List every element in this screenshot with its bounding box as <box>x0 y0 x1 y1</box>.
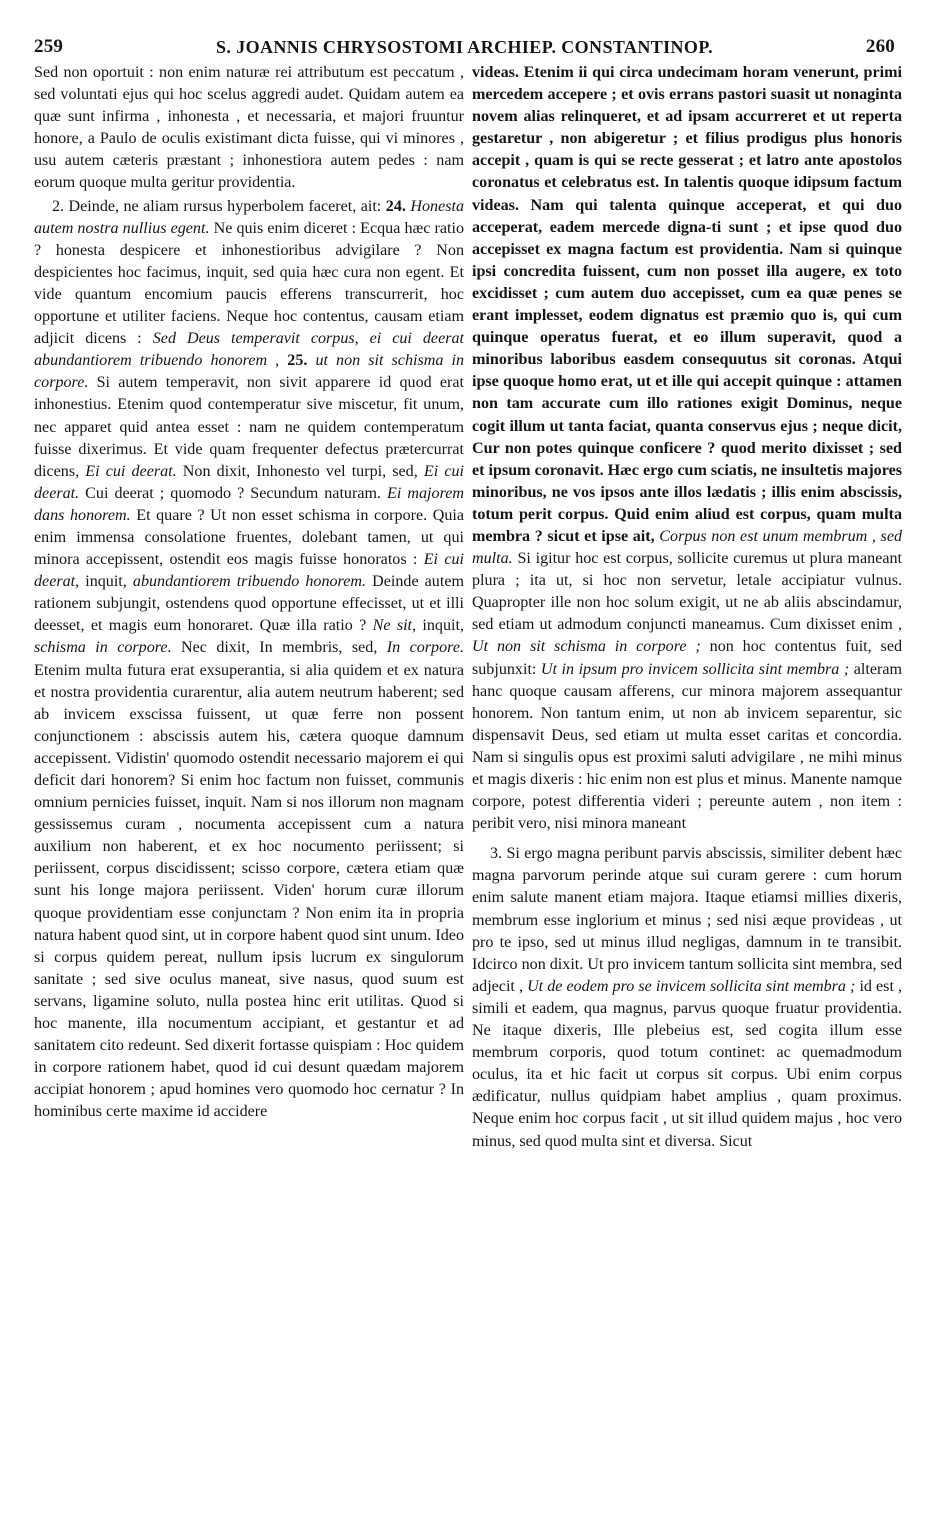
text-run: Si igitur hoc est corpus, sollicite curemus ut plura maneant plura ; ita ut, si hoc non servetur, letale accipiatur vulnus. Quapropter ille non hoc solum exigit, ut ne ab aliis abscindamur, sed etiam ut admodum conjuncti maneamus. Cum dixisset enim , <box>472 550 902 634</box>
text-run: non hoc contentus fuit, sed subjunxit: <box>472 638 902 678</box>
scripture-quote: schisma in corpore. <box>34 639 172 657</box>
text-run: inquit, <box>422 617 464 635</box>
paragraph-right-1 <box>472 62 902 835</box>
paragraph-left-1 <box>34 62 464 195</box>
page-number-right: 260 <box>865 36 895 57</box>
text-run: inquit, <box>85 573 127 591</box>
text-run: Sed non oportuit : non enim naturæ rei attributum est peccatum , sed voluntati ejus qui hoc scelus aggredi audet. Quidam autem ea quæ sunt infirma , inhonesta , et necessaria, et majori fruuntur honore, a Paulo de oculis existimant dicta fuisse, qui vi minores , usu autem cæteris præstant ; inhonestiora autem pedes : nam eorum quoque multa geritur providentia. <box>34 64 464 192</box>
text-run: Cui deerat ; quomodo ? Secundum naturam. <box>85 484 382 502</box>
scripture-quote: Ei cui deerat. <box>34 462 464 502</box>
scripture-quote: Ei cui deerat, <box>34 551 464 591</box>
text-run: Etenim multa futura erat exsuperantia, si alia quidem et ex natura et nostra providentia curarentur, alia autem neutrum haberent; sed ab invicem exscissa fuissent, ut quæ ferre non possent conjunctionem : abscissis autem his, cætera quoque damnum accepissent. Vidistin' quomodo ostendit necessario majorem ei qui deficit dari honorem? Si enim hoc factum non fuisset, communis omnium pernicies fuisset, inquit. Nam si nos illorum non magnam gessissemus curam , nocumenta accepissent cum a natura auxilium non haberent, et ex hoc nocumento periissent; si periissent, corpus discidissent; scisso corpore, cætera etiam quæ sunt his longe majora periissent. Viden' horum curæ illorum quoque providentiam esse conjunctam ? Non enim ita in propria natura habent quod sint, ut in corpore habent quod sint unum. Ideo si corpus quidem pereat, nullum ipsis lucrum ex singulorum sanitate ; sed sive oculus maneat, sive nasus, quod suum est servans, ligamine soluto, nulla postea hinc erit utilitas. Quod si hoc manente, illa nocumentum accipiant, et gestantur et ad sanitatem cito redeunt. Sed dixerit fortasse quispiam : Hoc quidem in corpore rationem habet, quod id cui desunt quædam majorem accipiat honorem ; apud homines vero quomodo hoc cernatur ? In hominibus certe maxime id accidere <box>34 661 464 1121</box>
page-header <box>34 34 895 60</box>
right-column <box>472 62 902 1532</box>
left-column <box>34 62 464 1532</box>
scripture-quote: Sed Deus temperavit corpus, ei cui deerat abundantiorem tribuendo honorem , <box>34 330 464 370</box>
paragraph-left-2 <box>34 196 464 1124</box>
scripture-quote: Corpus non est unum membrum , sed multa. <box>472 527 902 568</box>
text-run: Et quare ? Ut non esset schisma in corpore. Quia enim immensa consolatione fruentes, dolebant tamen, ut qui minora accepissent, ostendit eos magis fuisse honoratos : <box>34 506 464 569</box>
text-run: id est , simili et eadem, qua magnus, parvus quoque fruatur providentia. Ne itaque dixeris, Ille plebeius est, sed cogita illum esse membrum corporis, quod totum continet: ac quemadmodum oculus, ita et hic facit ut corpus sit corpus. Ubi enim corpus ædificatur, nullus quidpiam habet amplius , quam proximus. Neque enim hoc corpus facit , ut sit illud quidem majus , hoc vero minus, sed quod multa sint et diversa. Sicut <box>472 977 902 1150</box>
section-start: 3. Si ergo magna peribunt parvis abscissis, similiter debent hæc magna parvorum perinde atque sui curam gerere : cum horum enim salute manent etiam majora. Itaque etiamsi millies dixeris, membrum esse inglorium et minus ; sed nisi æque provideas , ut pro te ipso, sed ut minus illud negligas, damnum in te transibit. Idcirco non dixit. Ut pro invicem tantum sollicita sint membra, sed adjecit , <box>472 845 902 995</box>
scripture-quote: Ei majorem dans honorem. <box>34 484 464 524</box>
text-run: Deinde autem rationem subjungit, ostendens quod opportune effecisset, ut et illi deesset, et magis eum honoraret. Quæ illa ratio ? <box>34 573 464 635</box>
verse-number: 25. <box>287 352 308 370</box>
verse-number: 24. <box>385 197 406 215</box>
scripture-quote: Honesta autem nostra nullius egent. <box>34 197 464 237</box>
scripture-quote: Ut in ipsum pro invicem sollicita sint membra ; <box>540 660 850 678</box>
text-run: Non dixit, Inhonesto vel turpi, sed, <box>182 462 418 480</box>
text-run: videas. Etenim ii qui circa undecimam horam venerunt, primi mercedem accepere ; et ovis errans pastori suasit ut nonaginta novem alias relinqueret, et ad ipsam accurreret et ut reperta gestaretur , non abigeretur ; et filius prodigus plus honoris accepit , quam is qui se recte gesserat ; et latro ante apostolos coronatus et celebratus est. In talentis quoque idipsum factum videas. Nam qui talenta quinque acceperat, et qui duo acceperat, eadem mercede digna-ti sunt ; et ipse quod duo accepisset ex magna factum est providentia. Nam si quinque ipsi concredita fuissent, cum non posset illa augere, ex toto excidisset ; cum autem duo accepisset, cum ea quæ penes se erant implesset, eodem dignatus est præmio quo is, qui cum quinque operatus fuerat, et eo illum superavit, quod a minoribus laboribus easdem consequutus sit coronas. Atqui ipse quoque homo erat, ut et ille qui accepit quinque : attamen non tam accurate cum illo rationes exigit Dominus, neque cogit illum ut tanta faciat, quanta conservus ejus ; neque dicit, Cur non potes quinque conficere ? quod merito dixisset ; sed et ipsum coronavit. Hæc ergo cum sciatis, ne insultetis majores minoribus, ne vos ipsos ante illos lædatis ; illis enim abscissis, totum perit corpus. Quid enim aliud est corpus, quam multa membra ? sicut et ipse ait, <box>472 64 902 545</box>
text-run: Ne quis enim diceret : Ecqua hæc ratio ? honesta despicere et inhonestioribus advigilare ? Non despicientes hoc facimus, inquit, sed quia hæc cura non egent. Et vide quantum encomium paucis efferens transcurrerit, hoc opportune et utiliter faciens. Neque hoc contentus, causam etiam adjicit dicens : <box>34 219 464 348</box>
paragraph-right-2 <box>472 843 902 1152</box>
scripture-quote: In corpore. <box>386 639 464 657</box>
page-number-left: 259 <box>34 36 64 57</box>
text-run: alteram hanc quoque causam afferens, cur minora majorem assequantur honorem. Non tantum enim, ut non ab invicem separentur, sic dispensavit Deus, sed etiam ut multa esset caritas et concordia. Nam si singulis opus est proximi saluti advigilare , ne mihi minus et magis dixeris : hic enim non est plus et minus. Manente namque corpore, potest differentia videri ; pereunte autem , non item : peribit vero, nisi minora maneant <box>472 660 902 833</box>
scripture-quote: Ei cui deerat. <box>85 462 177 480</box>
scripture-quote: Ut de eodem pro se invicem sollicita sint membra ; <box>527 977 856 995</box>
scripture-quote: Ne sit, <box>372 617 417 635</box>
text-run: Si autem temperavit, non sivit apparere id quod erat inhonestius. Etenim quod contemperatur sive miscetur, fit unum, nec apparet quid antea esset : nam ne quidem contemperatum fuisse dixerimus. Et vide quam frequenter defectus prætercurrat dicens, <box>34 374 464 480</box>
scripture-quote: ut non sit schisma in corpore. <box>34 352 464 392</box>
running-title: S. JOANNIS CHRYSOSTOMI ARCHIEP. CONSTANTINOP. <box>216 36 713 57</box>
text-run: Nec dixit, In membris, sed, <box>181 639 378 657</box>
scripture-quote: abundantiorem tribuendo honorem. <box>132 573 367 591</box>
section-start: 2. Deinde, ne aliam rursus hyperbolem faceret, ait: <box>52 197 382 215</box>
scripture-quote: Ut non sit schisma in corpore ; <box>472 638 701 656</box>
